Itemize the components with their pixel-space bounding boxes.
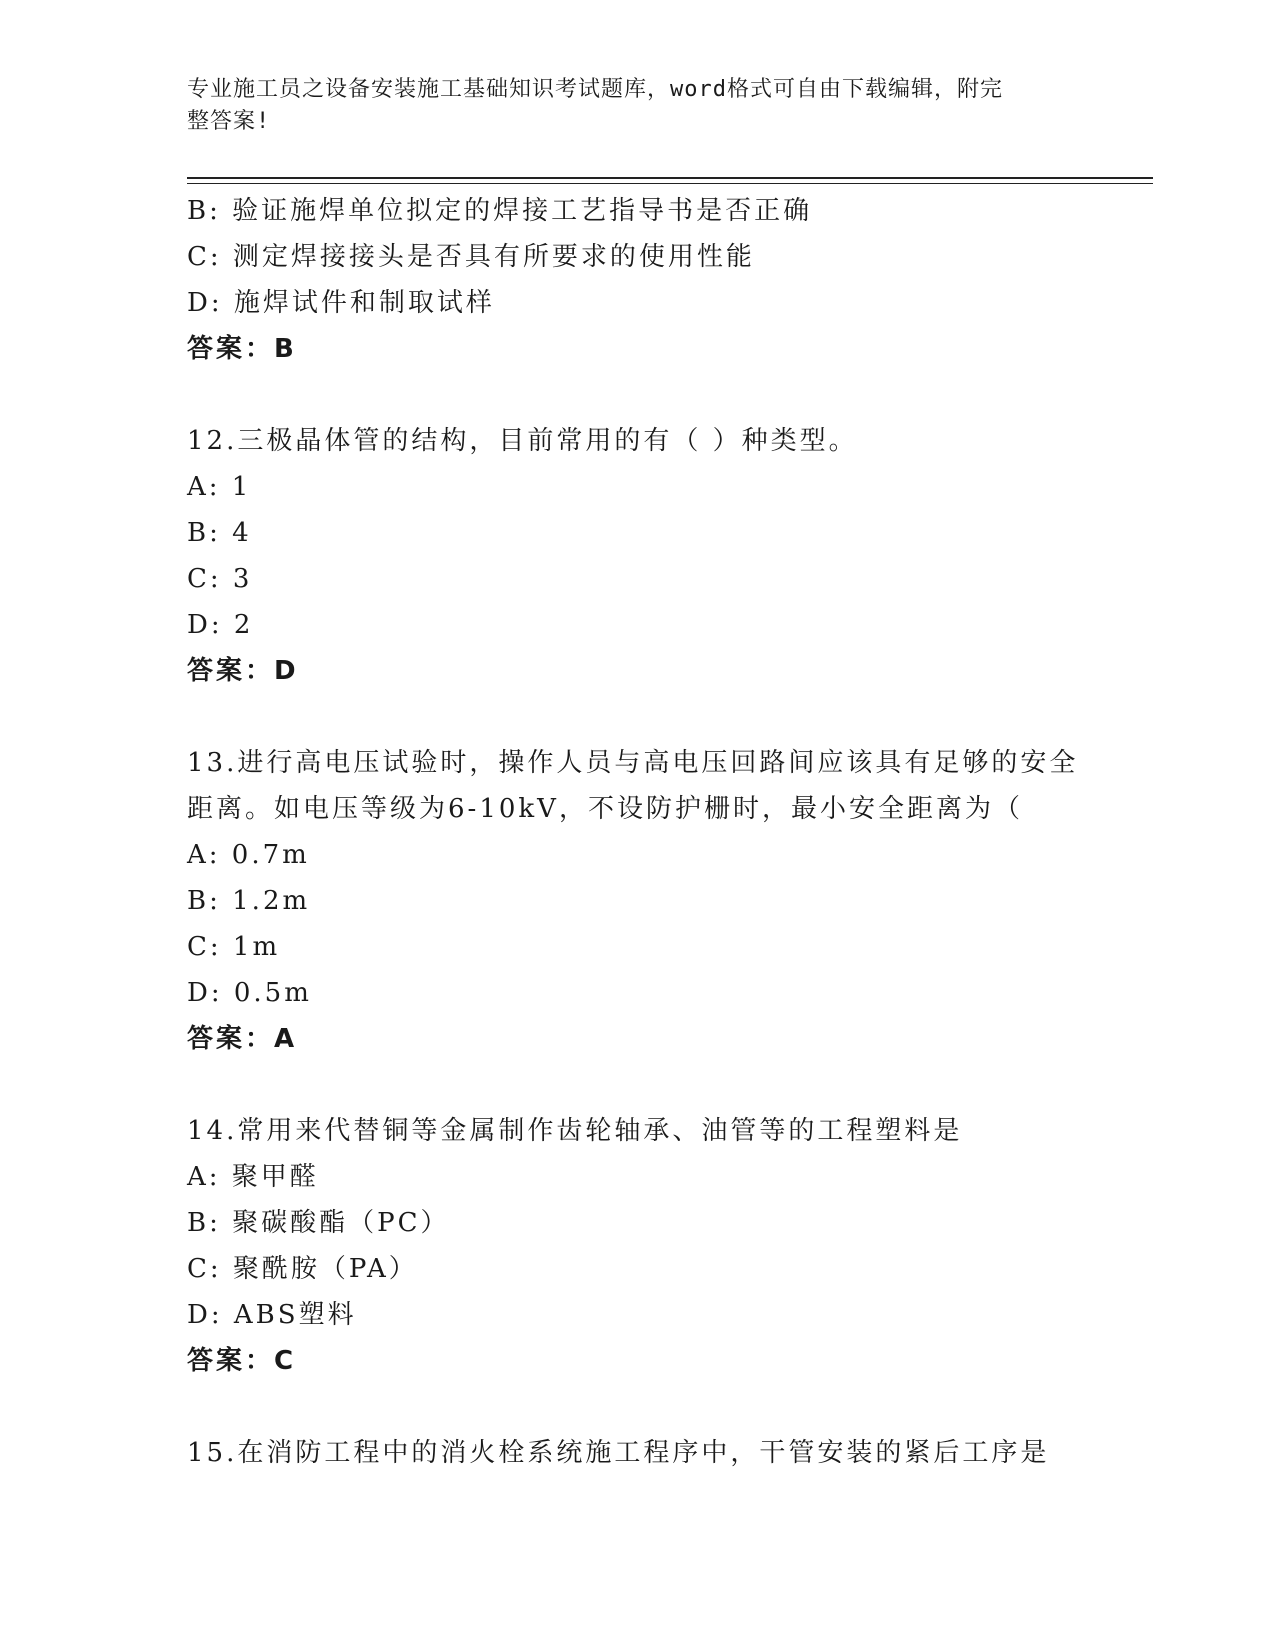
answer: 答案：D (187, 656, 299, 686)
question-11 (187, 188, 1147, 372)
option-c: C: 3 (187, 564, 253, 594)
answer: 答案：B (187, 334, 297, 364)
header-line-2: 整答案! (187, 109, 271, 134)
spacer (187, 1384, 1147, 1430)
spacer (187, 694, 1147, 740)
question-text-line-1: 13.进行高电压试验时，操作人员与高电压回路间应该具有足够的安全 (187, 748, 1079, 778)
answer: 答案：C (187, 1346, 297, 1376)
option-b: B: 验证施焊单位拟定的焊接工艺指导书是否正确 (187, 196, 813, 226)
option-b: B: 聚碳酸酯（PC） (187, 1208, 450, 1238)
option-d: D: 2 (187, 610, 254, 640)
document-header (187, 74, 1067, 138)
header-rule-thick (187, 177, 1153, 179)
option-a: A: 1 (187, 472, 252, 502)
question-13 (187, 740, 1147, 1062)
question-text: 14.常用来代替铜等金属制作齿轮轴承、油管等的工程塑料是 (187, 1116, 963, 1146)
option-d: D: 0.5m (187, 978, 312, 1008)
spacer (187, 372, 1147, 418)
header-line-1: 专业施工员之设备安装施工基础知识考试题库，word格式可自由下载编辑，附完 (187, 77, 1003, 102)
option-a: A: 聚甲醛 (187, 1162, 319, 1192)
option-d: D: 施焊试件和制取试样 (187, 288, 495, 318)
option-d: D: ABS塑料 (187, 1300, 357, 1330)
question-list (187, 188, 1147, 1476)
option-b: B: 4 (187, 518, 252, 548)
question-text-line-2: 距离。如电压等级为6-10kV，不设防护栅时，最小安全距离为（ (187, 794, 1023, 824)
answer: 答案：A (187, 1024, 298, 1054)
question-15 (187, 1430, 1147, 1476)
header-rule-thin (187, 183, 1153, 184)
question-text: 15.在消防工程中的消火栓系统施工程序中，干管安装的紧后工序是 (187, 1438, 1050, 1468)
question-text: 12.三极晶体管的结构，目前常用的有（ ）种类型。 (187, 426, 858, 456)
spacer (187, 1062, 1147, 1108)
option-c: C: 测定焊接接头是否具有所要求的使用性能 (187, 242, 755, 272)
option-c: C: 聚酰胺（PA） (187, 1254, 418, 1284)
option-c: C: 1m (187, 932, 281, 962)
question-14 (187, 1108, 1147, 1384)
option-b: B: 1.2m (187, 886, 311, 916)
option-a: A: 0.7m (187, 840, 310, 870)
question-12 (187, 418, 1147, 694)
